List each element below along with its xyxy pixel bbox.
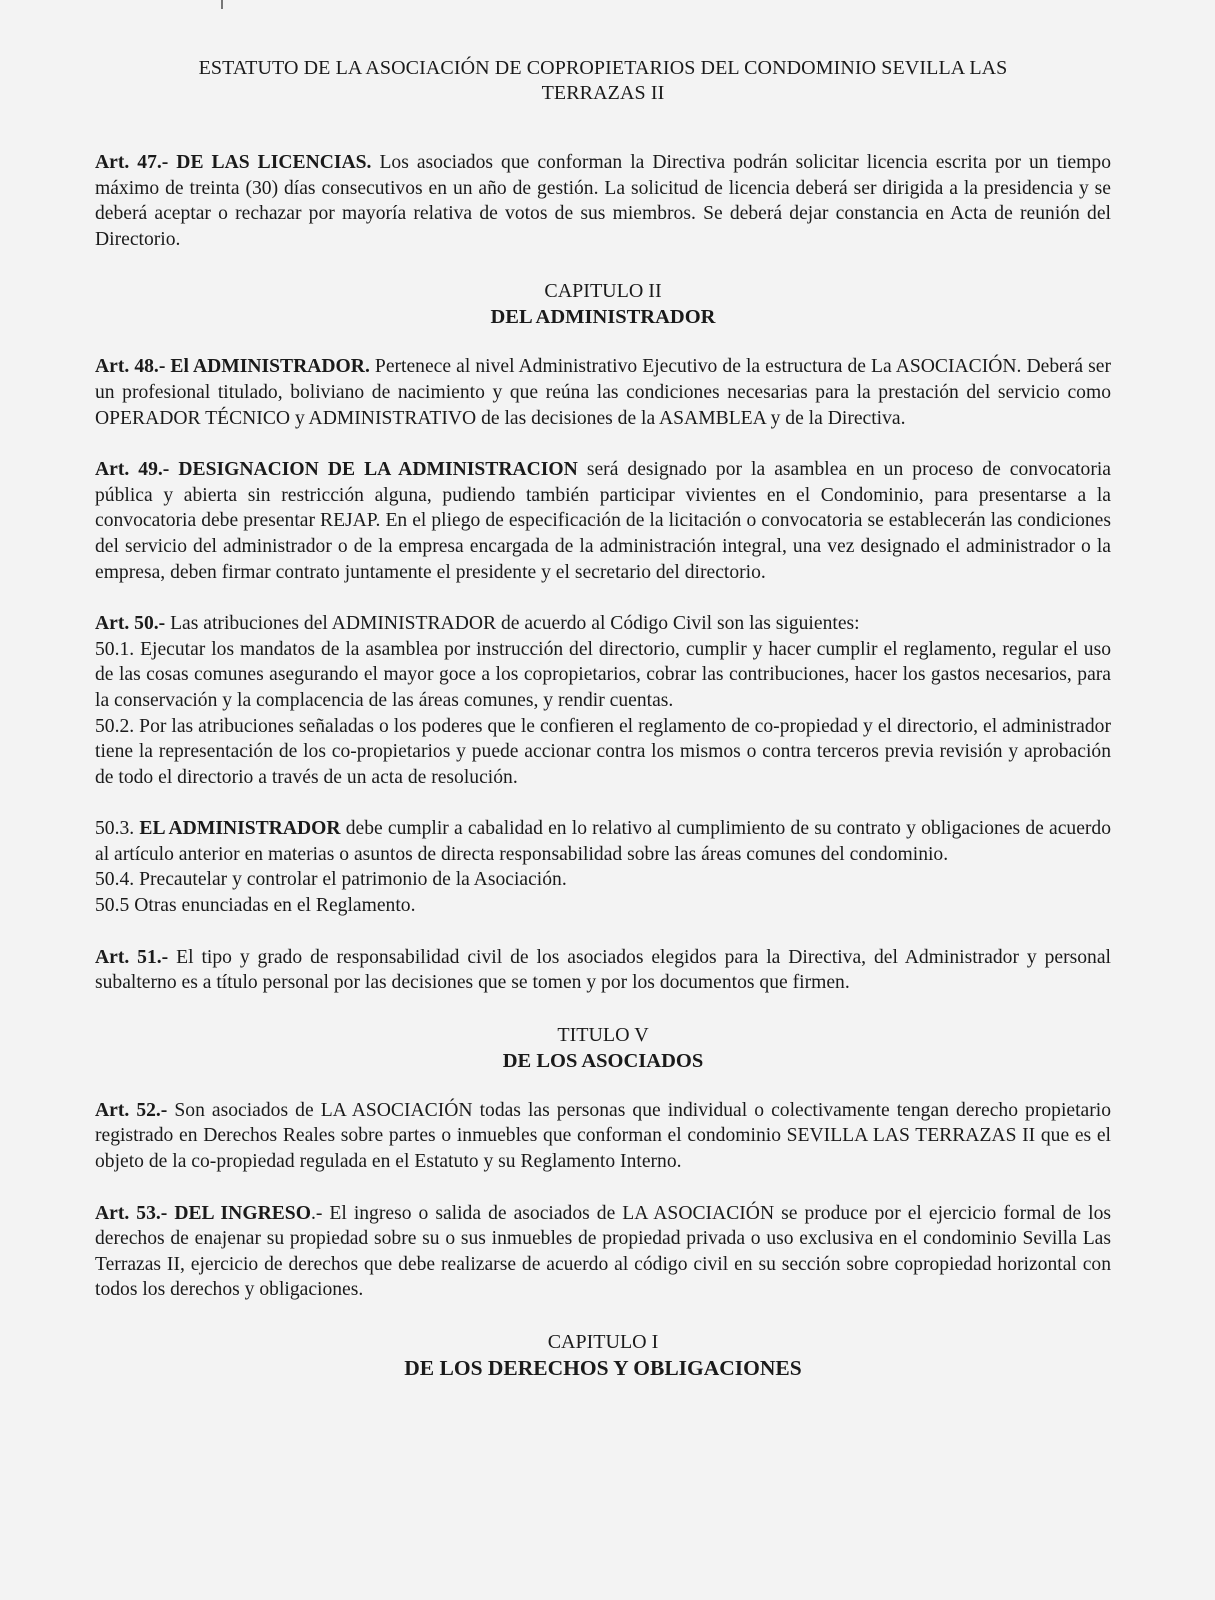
chapter-1-heading — [95, 1329, 1111, 1381]
article-53 — [95, 1201, 1111, 1303]
article-50-item-1: 50.1. Ejecutar los mandatos de la asamblea por instrucción del directorio, cumplir y hacer cumplir el reglamento, regular el uso de las cosas comunes asegurando el mayor goce a los copropietarios, cobrar las contribuciones, hacer los gastos necesarios, para la conservación y la complacencia de las áreas comunes, y rendir cuentas. — [95, 638, 1111, 711]
chapter-2-title: DEL ADMINISTRADOR — [490, 306, 716, 329]
title-5-number: TITULO V — [557, 1023, 649, 1046]
article-50-intro-text: Las atribuciones del ADMINISTRADOR de acuerdo al Código Civil son las siguientes: — [165, 613, 860, 635]
article-50-label: Art. 50.- — [95, 613, 166, 635]
article-50-item-3-text: debe cumplir a cabalidad en lo relativo al cumplimiento de su contrato y obligaciones de acuerdo al artículo anterior en materias o asuntos de directa responsabilidad sobre las áreas comunes del condominio. — [95, 818, 1112, 865]
article-49-label: Art. 49.- DESIGNACION DE LA ADMINISTRACION — [95, 459, 578, 481]
article-49 — [95, 457, 1111, 585]
article-48-text: Pertenece al nivel Administrativo Ejecutivo de la estructura de La ASOCIACIÓN. Deberá ser un profesional titulado, boliviano de nacimiento y que reúna las condiciones necesarias para la prestación del servicio como OPERADOR TÉCNICO y ADMINISTRATIVO de las decisiones de la ASAMBLEA y de la Directiva. — [95, 356, 1112, 429]
article-50-item-5: 50.5 Otras enunciadas en el Reglamento. — [95, 895, 416, 917]
article-50-item-2: 50.2. Por las atribuciones señaladas o los poderes que le confieren el reglamento de co-propiedad y el directorio, el administrador tiene la representación de los co-propietarios y puede accionar contra los mismos o contra terceros previa revisión y aprobación de todo el directorio a través de un acta de resolución. — [95, 715, 1111, 788]
chapter-2-heading — [95, 278, 1111, 330]
article-51-text: El tipo y grado de responsabilidad civil de los asociados elegidos para la Directiva, del Administrador y personal subalterno es a título personal por las decisiones que se tomen y por los documentos que firmen. — [95, 946, 1111, 994]
article-52 — [95, 1098, 1111, 1175]
chapter-1-title: DE LOS DERECHOS Y OBLIGACIONES — [404, 1356, 802, 1380]
article-49-text: será designado por la asamblea en un proceso de convocatoria pública y abierta sin restricción alguna, pudiendo también participar vivientes en el Condominio, para presentarse a la convocatoria debe presentar REJAP. En el pliego de especificación de la licitación o convocatoria se establecerán las condiciones del servicio del administrador o de la empresa encargada de la administración integral, una vez designado el administrador o la empresa, deben firmar contrato juntamente el presidente y el secretario del directorio. — [95, 459, 1111, 583]
article-52-text: Son asociados de LA ASOCIACIÓN todas las personas que individual o colectivamente tengan derecho propietario registrado en Derechos Reales sobre partes o inmuebles que conforman el condominio SEVILLA LAS TERRAZAS II que es el objeto de la co-propiedad regulada en el Estatuto y su Reglamento Interno. — [95, 1099, 1112, 1173]
document-header — [95, 56, 1111, 106]
header-line-2: TERRAZAS II — [541, 82, 665, 104]
article-50-item-3 — [95, 816, 1111, 867]
article-52-label: Art. 52.- — [95, 1099, 168, 1121]
header-line-1: ESTATUTO DE LA ASOCIACIÓN DE COPROPIETARIOS DEL CONDOMINIO SEVILLA LAS — [198, 57, 1008, 79]
article-53-label: Art. 53.- DEL INGRESO — [95, 1202, 311, 1224]
article-53-text: .- El ingreso o salida de asociados de LA ASOCIACIÓN se produce por el ejercicio formal de los derechos de enajenar su propiedad sobre su o sus inmuebles de propiedad privada o uso exclusiva en el condominio Sevilla Las Terrazas II, ejercicio de derechos que debe realizarse de acuerdo al código civil en su sección sobre copropiedad horizontal con todos los derechos y obligaciones. — [95, 1202, 1111, 1301]
title-5-title: DE LOS ASOCIADOS — [502, 1049, 704, 1072]
article-48-label: Art. 48.- El ADMINISTRADOR. — [95, 356, 370, 378]
scan-speck — [221, 0, 223, 9]
article-50-item-4: 50.4. Precautelar y controlar el patrimonio de la Asociación. — [95, 869, 567, 891]
article-47-text: Los asociados que conforman la Directiva podrán solicitar licencia escrita por un tiempo máximo de treinta (30) días consecutivos en un año de gestión. La solicitud de licencia deberá ser dirigida a la presidencia y se deberá aceptar o rechazar por mayoría relativa de votos de sus miembros. Se deberá dejar constancia en Acta de reunión del Directorio. — [95, 152, 1111, 250]
article-50-item-3-label: EL ADMINISTRADOR — [139, 818, 341, 840]
article-48 — [95, 354, 1111, 431]
article-51-label: Art. 51.- — [95, 946, 169, 968]
article-47-label: Art. 47.- DE LAS LICENCIAS. — [95, 152, 372, 173]
article-50-intro — [95, 611, 1111, 637]
article-50-item-3-number: 50.3. — [95, 818, 140, 840]
chapter-2-number: CAPITULO II — [544, 280, 662, 303]
title-5-heading — [95, 1022, 1111, 1074]
article-47 — [95, 150, 1111, 252]
article-51 — [95, 945, 1111, 996]
chapter-1-number: CAPITULO I — [547, 1331, 659, 1353]
